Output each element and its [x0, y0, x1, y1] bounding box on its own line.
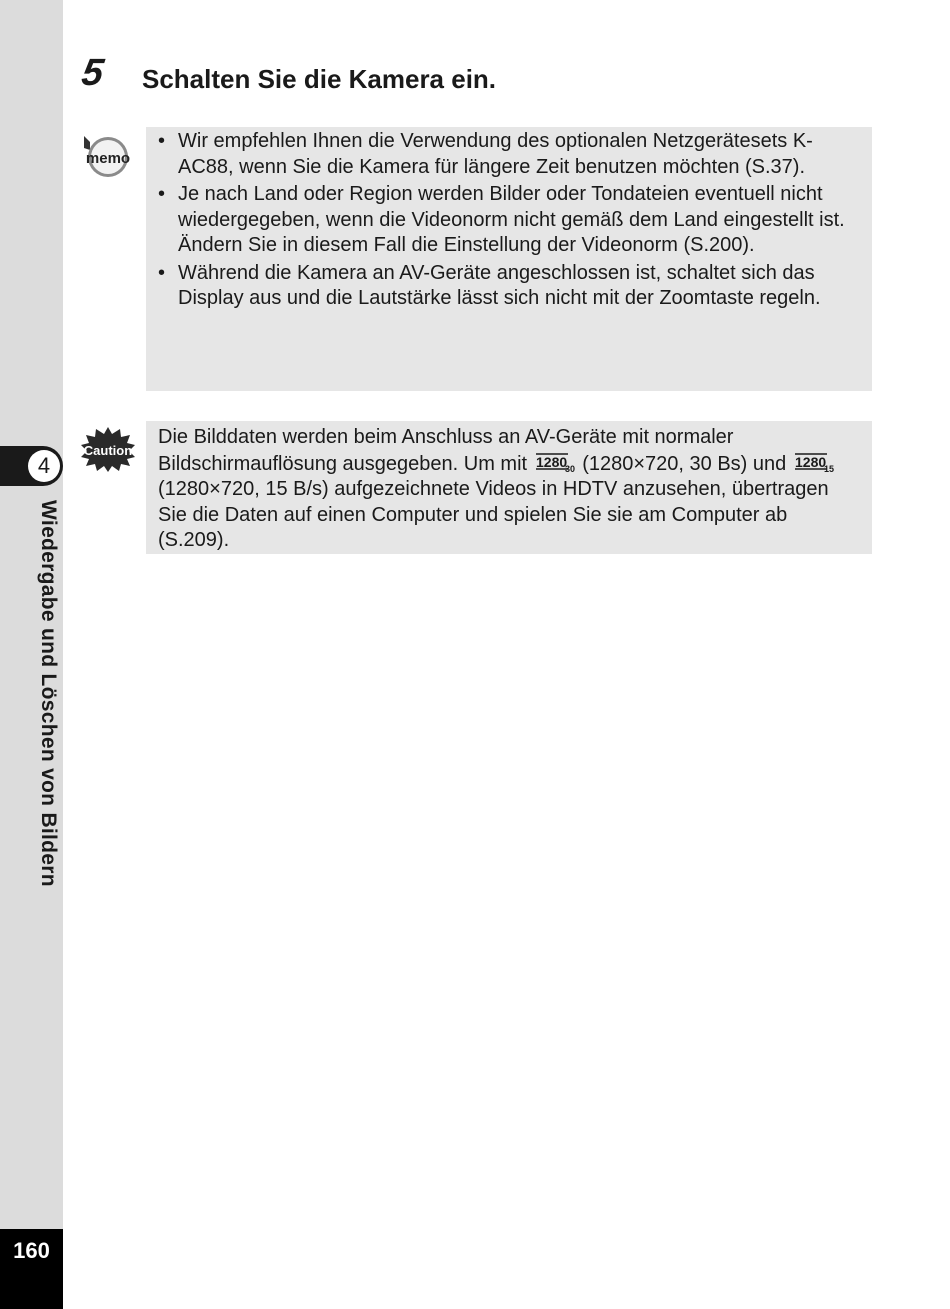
memo-list	[146, 129, 872, 312]
movie-1280-sub: 15	[823, 463, 834, 473]
step-text: Schalten Sie die Kamera ein.	[142, 64, 497, 94]
caution-text-part1: Die Bilddaten werden beim Anschluss an AV-Geräte mit normaler Bildschirmauflösung ausgegeben. Um mit	[158, 426, 734, 475]
caution-icon	[80, 426, 136, 472]
caution-box	[146, 421, 872, 554]
movie-1280-15fps-icon	[794, 451, 834, 473]
movie-1280-main: 1280	[794, 453, 826, 470]
step-number: 5	[79, 52, 107, 94]
caution-icon-label: Caution	[83, 443, 133, 458]
movie-1280-30fps-icon	[535, 451, 575, 473]
memo-icon	[80, 134, 132, 178]
caution-text	[158, 425, 862, 554]
page-number: 160	[13, 1238, 50, 1263]
caution-text-part2: (1280×720, 30 Bs) und	[582, 452, 787, 475]
chapter-title: Wiedergabe und Löschen von Bildern	[37, 500, 60, 887]
memo-item: • Je nach Land oder Region werden Bilder oder Tondateien eventuell nicht wiedergegeben, wenn die Videonorm nicht gemäß dem Land eingestellt ist. Ändern Sie in diesem Fall die Einstellung der Videonorm (S.200).	[146, 182, 872, 259]
memo-icon-label: memo	[85, 150, 131, 167]
caution-text-part3: (1280×720, 15 B/s) aufgezeichnete Videos in HDTV anzusehen, übertragen Sie die Daten auf einen Computer und spielen Sie sie am Computer ab (S.209).	[158, 478, 829, 551]
memo-item: • Während die Kamera an AV-Geräte angeschlossen ist, schaltet sich das Display aus und die Lautstärke lässt sich nicht mit der Zoomtaste regeln.	[146, 261, 872, 312]
movie-1280-main: 1280	[535, 453, 567, 470]
movie-1280-sub: 30	[564, 463, 575, 473]
memo-item: • Wir empfehlen Ihnen die Verwendung des optionalen Netzgerätesets K-AC88, wenn Sie die Kamera für längere Zeit benutzen möchten (S.37).	[146, 129, 872, 180]
memo-box	[146, 127, 872, 391]
chapter-number: 4	[28, 450, 60, 482]
